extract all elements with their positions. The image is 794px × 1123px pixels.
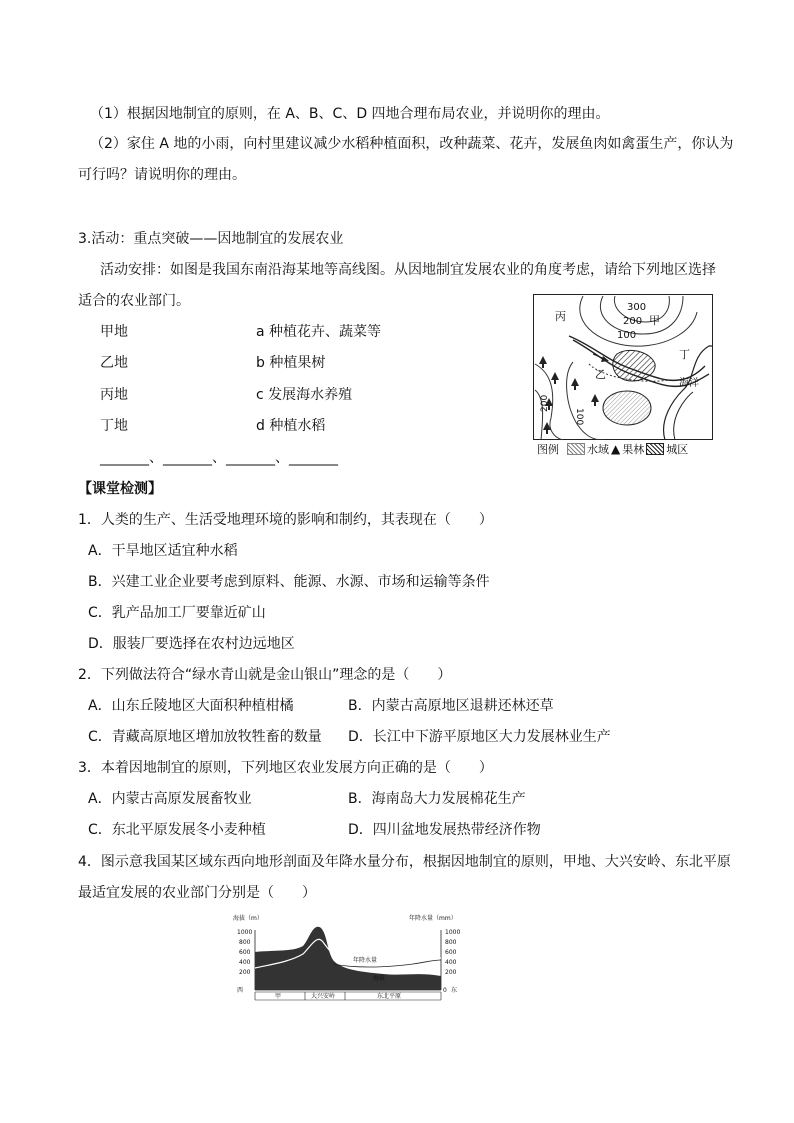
left-tick-400: 400 bbox=[239, 959, 251, 966]
q4-stem-cont: 最适宜发展的农业部门分别是（ ） bbox=[78, 885, 316, 901]
map-label-yi: 乙 bbox=[595, 368, 606, 381]
activity-intro: 活动安排：如图是我国东南沿海某地等高线图。从因地制宜发展农业的角度考虑，请给下列地区选择 bbox=[100, 262, 716, 278]
question-part-2: （2）家住 A 地的小雨，向村里建议减少水稻种植面积，改种蔬菜、花卉，发展鱼肉如禽蛋生产，你认为 bbox=[90, 136, 734, 152]
right-tick-200: 200 bbox=[445, 969, 457, 976]
option-c: c 发展海水养殖 bbox=[256, 387, 353, 403]
place-ding: 丁地 bbox=[100, 418, 128, 434]
activity-title: 3.活动：重点突破——因地制宜的发展农业 bbox=[78, 231, 344, 247]
answer-blanks: _______、_______、_______、_______ bbox=[100, 450, 338, 466]
q4-stem: 4．图示意我国某区域东西向地形剖面及年降水量分布，根据因地制宜的原则，甲地、大兴安岭、东北平原 bbox=[78, 854, 731, 870]
q2-option-c: C．青藏高原地区增加放牧牲畜的数量 bbox=[88, 729, 322, 745]
q2-option-d: D．长江中下游平原地区大力发展林业生产 bbox=[348, 729, 611, 745]
map-contour-100-left: 100 bbox=[574, 408, 584, 426]
legend-title: 图例 bbox=[537, 443, 559, 456]
legend-forest: 果林 bbox=[622, 443, 645, 456]
region-daxinganling: 大兴安岭 bbox=[311, 993, 336, 1000]
map-label-ding: 丁 bbox=[679, 348, 690, 361]
left-tick-200: 200 bbox=[239, 969, 251, 976]
right-tick-800: 800 bbox=[445, 939, 457, 946]
map-contour-100: 100 bbox=[617, 330, 637, 341]
west-label: 西 bbox=[237, 987, 244, 994]
right-tick-1000: 1000 bbox=[445, 929, 461, 936]
q3-option-a: A．内蒙古高原发展畜牧业 bbox=[88, 791, 252, 807]
q1-option-b: B．兴建工业企业要考虑到原料、能源、水源、市场和运输等条件 bbox=[88, 574, 490, 590]
left-axis-label: 海拔（m） bbox=[233, 915, 263, 922]
q3-stem: 3．本着因地制宜的原则，下列地区农业发展方向正确的是（ ） bbox=[78, 760, 493, 776]
rain-line-label: 年降水量 bbox=[353, 957, 378, 964]
place-bing: 丙地 bbox=[100, 387, 128, 403]
q1-option-c: C．乳产品加工厂要靠近矿山 bbox=[88, 605, 266, 621]
right-axis-label: 年降水量（mm） bbox=[409, 915, 457, 922]
left-tick-1000: 1000 bbox=[237, 929, 253, 936]
section-heading: 【课堂检测】 bbox=[78, 481, 162, 497]
place-jia: 甲地 bbox=[100, 324, 128, 340]
map-legend bbox=[537, 441, 688, 457]
option-b: b 种植果树 bbox=[256, 355, 326, 371]
legend-city: 城区 bbox=[666, 443, 689, 456]
legend-city-swatch bbox=[646, 443, 664, 455]
contour-map bbox=[533, 294, 713, 440]
option-a: a 种植花卉、蔬菜等 bbox=[256, 324, 382, 340]
legend-tree-icon: ▲ bbox=[611, 442, 621, 456]
map-label-jia: 甲 bbox=[649, 314, 660, 327]
q2-option-a: A．山东丘陵地区大面积种植柑橘 bbox=[88, 698, 294, 714]
legend-water: 水域 bbox=[587, 443, 609, 456]
q3-option-c: C．东北平原发展冬小麦种植 bbox=[88, 822, 266, 838]
q1-stem: 1．人类的生产、生活受地理环境的影响和制约，其表现在（ ） bbox=[78, 512, 493, 528]
q1-option-a: A．干旱地区适宜种水稻 bbox=[88, 543, 238, 559]
place-yi: 乙地 bbox=[100, 355, 128, 371]
right-tick-400: 400 bbox=[445, 959, 457, 966]
east-label: 东 bbox=[451, 987, 458, 994]
region-dongbei-plain: 东北平原 bbox=[377, 993, 402, 1000]
q1-option-d: D．服装厂要选择在农村边远地区 bbox=[88, 636, 295, 652]
map-contour-200: 200 bbox=[623, 316, 643, 327]
region-jia: 甲 bbox=[275, 993, 282, 1000]
option-d: d 种植水稻 bbox=[256, 418, 326, 434]
q3-option-b: B．海南岛大力发展棉花生产 bbox=[348, 791, 526, 807]
map-contour-300: 300 bbox=[627, 302, 647, 313]
terrain-profile-figure bbox=[233, 912, 463, 1004]
legend-water-swatch bbox=[567, 443, 585, 455]
question-part-1: （1）根据因地制宜的原则，在 A、B、C、D 四地合理布局农业，并说明你的理由。 bbox=[90, 106, 610, 122]
q2-option-b: B．内蒙古高原地区退耕还林还草 bbox=[348, 698, 554, 714]
left-tick-600: 600 bbox=[239, 949, 251, 956]
right-tick-600: 600 bbox=[445, 949, 457, 956]
activity-intro-cont: 适合的农业部门。 bbox=[78, 293, 190, 309]
q3-option-d: D．四川盆地发展热带经济作物 bbox=[348, 822, 541, 838]
map-label-bing: 丙 bbox=[555, 310, 566, 323]
left-tick-800: 800 bbox=[239, 939, 251, 946]
altitude-label: 海拔 bbox=[373, 975, 386, 982]
right-tick-0: 0 bbox=[443, 987, 447, 994]
map-contour-200-left: 200 bbox=[540, 394, 550, 412]
question-part-2-cont: 可行吗？请说明你的理由。 bbox=[78, 167, 246, 183]
q2-stem: 2．下列做法符合“绿水青山就是金山银山”理念的是（ ） bbox=[78, 667, 452, 683]
map-label-sea: 海洋 bbox=[679, 378, 699, 389]
